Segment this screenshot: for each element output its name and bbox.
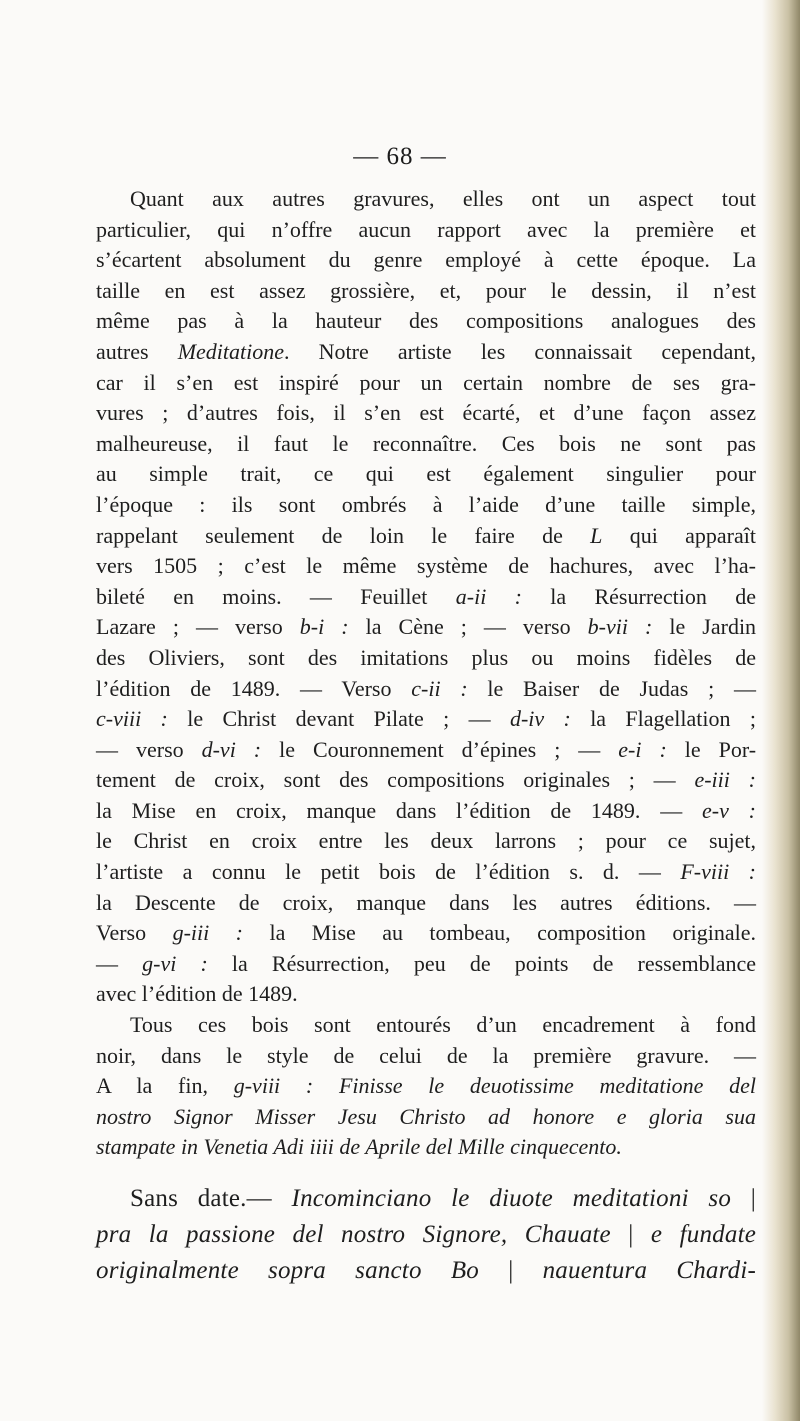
- text-run: la Mise au tombeau, composition originale.: [269, 920, 757, 946]
- italic-colophon: Finisse le deuotissime meditatione del: [338, 1073, 756, 1099]
- text-run: autres: [96, 338, 149, 364]
- text-line: [96, 704, 756, 735]
- text-run: le Por-: [684, 736, 757, 762]
- text-line: Tous ces bois sont entourés d’un encadrement à fond: [130, 1012, 756, 1038]
- italic-title: Meditatione: [177, 338, 284, 364]
- folio-ref: g-iii :: [172, 920, 243, 946]
- folio-ref: g-vi :: [142, 950, 208, 976]
- text-run: tement de croix, sont des compositions originales ; —: [96, 767, 676, 793]
- text-run: A la fin,: [96, 1073, 208, 1099]
- text-line: [96, 582, 756, 613]
- folio-ref: F-viii :: [680, 859, 756, 885]
- text-line: avec l’édition de 1489.: [96, 981, 298, 1007]
- text-line: s’écartent absolument du genre employé à cette époque. La: [96, 247, 756, 273]
- line-separator: |: [750, 1185, 757, 1212]
- text-run: Lazare ; — verso: [96, 614, 283, 640]
- text-line: vures ; d’autres fois, il s’en est écarté, et d’une façon assez: [96, 400, 756, 426]
- text-line: même pas à la hauteur des compositions analogues des: [96, 308, 756, 334]
- text-run: — verso: [96, 736, 184, 762]
- italic-title: pra la passione del nostro Signore, Chauate: [96, 1221, 611, 1248]
- folio-ref: c-ii :: [411, 675, 468, 701]
- folio-ref: b-vii :: [587, 614, 653, 640]
- text-run: le Jardin: [669, 614, 757, 640]
- body-text: [96, 184, 756, 1289]
- line-separator: |: [508, 1257, 514, 1284]
- text-run: —: [96, 950, 118, 976]
- text-run: . Notre artiste les connaissait cependant,: [284, 338, 756, 364]
- text-line: [96, 796, 756, 827]
- folio-ref: d-iv :: [509, 706, 571, 732]
- text-run: bileté en moins. — Feuillet: [96, 583, 428, 609]
- text-line: [96, 337, 756, 368]
- text-line: [96, 949, 756, 980]
- paragraph-1: [96, 184, 756, 1010]
- folio-ref: a-ii :: [455, 583, 522, 609]
- italic-title: e fundate: [650, 1221, 757, 1248]
- text-run: l’artiste a connu le petit bois de l’édition s. d. —: [96, 859, 661, 885]
- text-line: des Oliviers, sont des imitations plus ou moins fidèles de: [96, 644, 756, 670]
- page-number: — 68 —: [353, 143, 447, 170]
- folio-ref: e-iii :: [694, 767, 756, 793]
- text-line: car il s’en est inspiré pour un certain nombre de ses gra-: [96, 369, 756, 395]
- text-line: [96, 735, 756, 766]
- text-line: [96, 612, 756, 643]
- folio-ref: b-i :: [299, 614, 349, 640]
- page-edge-shadow: [762, 0, 800, 1421]
- text-line: Quant aux autres gravures, elles ont un aspect tout: [130, 186, 756, 211]
- folio-ref: c-viii :: [96, 706, 168, 732]
- folio-ref: e-i :: [618, 736, 667, 762]
- text-run: Verso: [96, 920, 147, 946]
- text-line: l’époque : ils sont ombrés à l’aide d’une taille simple,: [96, 491, 756, 517]
- text-run: la Cène ; — verso: [365, 614, 571, 640]
- text-line: stampate in Venetia Adi iiii de Aprile del Mille cinquecento.: [96, 1134, 622, 1160]
- folio-ref: g-viii :: [233, 1073, 314, 1099]
- text-line: [96, 765, 756, 796]
- text-line: noir, dans le style de celui de la première gravure. —: [96, 1042, 756, 1068]
- paragraph-2: [96, 1010, 756, 1163]
- text-run: la Mise en croix, manque dans l’édition de 1489. —: [96, 797, 683, 823]
- text-line: [96, 857, 756, 888]
- text-line: [96, 1181, 756, 1217]
- text-run: la Résurrection, peu de points de ressemblance: [231, 950, 756, 976]
- text-line: vers 1505 ; c’est le même système de hachures, avec l’ha-: [96, 553, 756, 579]
- line-separator: |: [628, 1221, 634, 1248]
- text-run: le Baiser de Judas ; —: [487, 675, 756, 701]
- text-line: [96, 918, 756, 949]
- italic-title: Incominciano le diuote meditationi so: [291, 1185, 732, 1212]
- text-line: le Christ en croix entre les deux larrons ; pour ce sujet,: [96, 828, 756, 854]
- text-run: l’édition de 1489. — Verso: [96, 675, 392, 701]
- text-run: la Résurrection de: [550, 583, 756, 609]
- italic-ref: L: [590, 522, 603, 548]
- text-run: Sans date.—: [130, 1185, 272, 1212]
- text-run: le Couronnement d’épines ; —: [279, 736, 601, 762]
- text-line: [96, 521, 756, 552]
- text-line: [96, 1071, 756, 1102]
- text-line: taille en est assez grossière, et, pour le dessin, il n’est: [96, 277, 756, 303]
- folio-ref: e-v :: [702, 797, 757, 823]
- italic-title: originalmente sopra sancto Bo: [96, 1257, 480, 1284]
- text-line: [96, 1253, 756, 1289]
- folio-ref: d-vi :: [201, 736, 262, 762]
- text-run: rappelant seulement de loin le faire de: [96, 522, 563, 548]
- text-line: nostro Signor Misser Jesu Christo ad honore e gloria sua: [96, 1103, 756, 1129]
- text-line: la Descente de croix, manque dans les autres éditions. —: [96, 889, 756, 915]
- text-line: au simple trait, ce qui est également singulier pour: [96, 461, 756, 487]
- text-line: particulier, qui n’offre aucun rapport avec la première et: [96, 216, 756, 242]
- text-run: qui apparaît: [629, 522, 756, 548]
- text-run: le Christ devant Pilate ; —: [187, 706, 491, 732]
- text-line: malheureuse, il faut le reconnaître. Ces bois ne sont pas: [96, 430, 756, 456]
- italic-title: nauentura Chardi-: [542, 1257, 757, 1284]
- text-line: [96, 674, 756, 705]
- text-run: la Flagellation ;: [590, 706, 756, 732]
- paragraph-3: [96, 1181, 756, 1289]
- text-line: [96, 1217, 756, 1253]
